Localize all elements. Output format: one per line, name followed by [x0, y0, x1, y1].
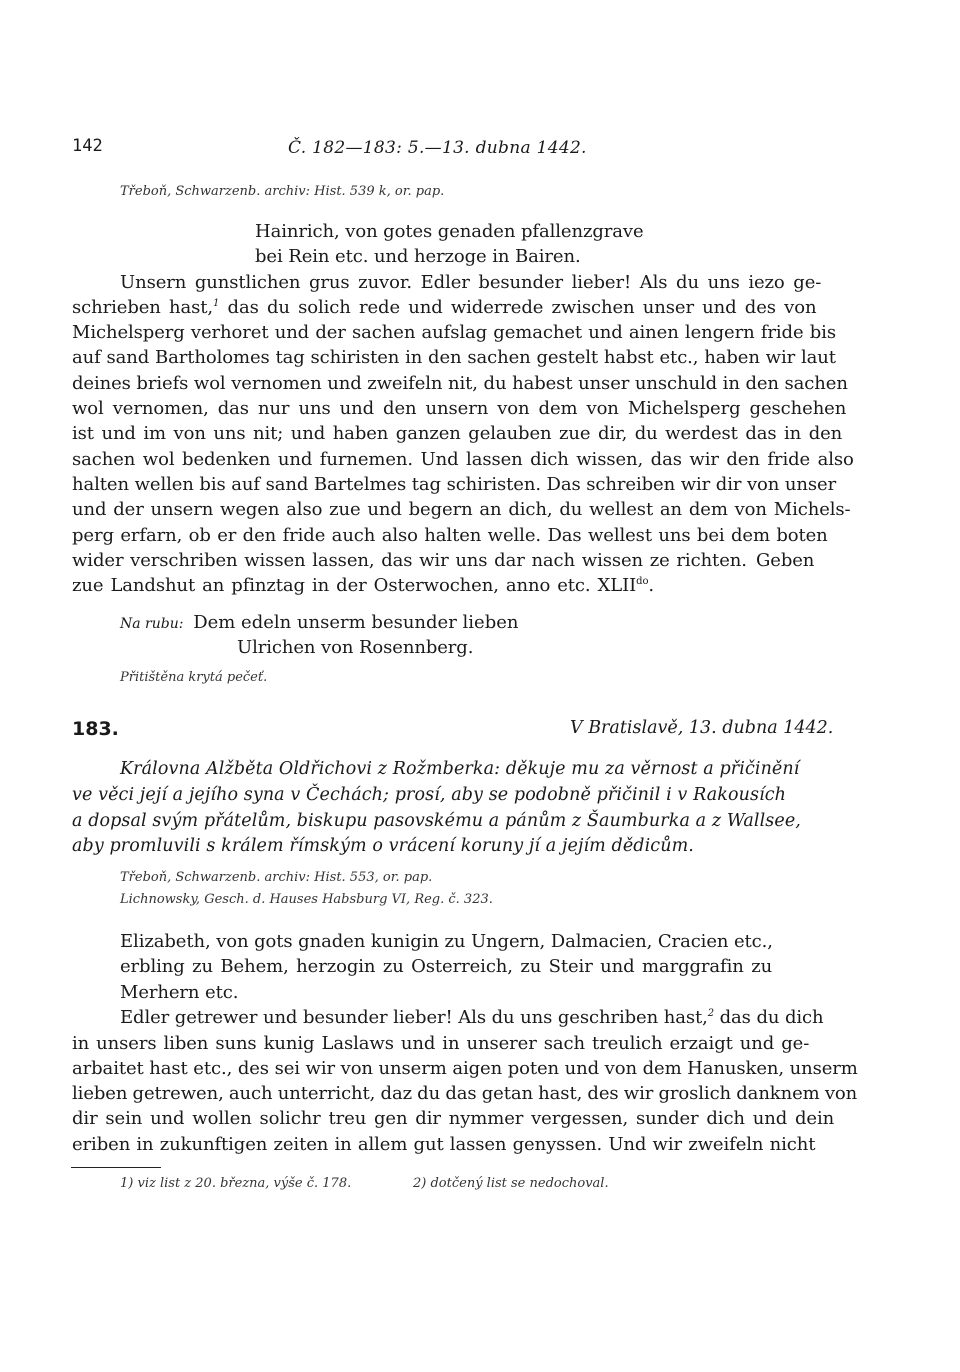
- page-number: 142: [72, 136, 103, 156]
- body-line-182: ist und im von uns nit; und haben ganzen gelauben zue dir, du werdest das in den: [72, 423, 843, 444]
- salutation-line: bei Rein etc. und herzoge in Bairen.: [255, 246, 581, 267]
- seal-note: Přitištěna krytá pečeť.: [120, 670, 268, 685]
- body-line-182: Michelsperg verhoret und der sachen aufslag gemachet und ainen lengern fride bis: [72, 322, 836, 343]
- footnote-marker-1[interactable]: 1: [213, 298, 220, 309]
- regest-line: aby promluvili s králem římským o vrácení koruny jí a jejím dědicům.: [72, 836, 694, 856]
- regest-line: ve věci její a jejího syna v Čechách; prosí, aby se podobně přičinil i v Rakousích: [72, 785, 787, 805]
- body-line-182: halten wellen bis auf sand Bartelmes tag schiristen. Das schreiben wir dir von unser: [72, 474, 837, 495]
- body-line-182: wider verschriben wissen lassen, das wir uns dar nach wissen ze richten.: [72, 550, 747, 571]
- intitulatio-line: Elizabeth, von gots gnaden kunigin zu Ungern, Dalmacien, Cracien etc.,: [120, 931, 773, 952]
- body-line-183: in unsers liben suns kunig Laslaws und in unserer sach treulich erzaigt und ge-: [72, 1033, 810, 1054]
- body-line-182: Geben: [756, 550, 815, 571]
- body-line-182: schrieben hast,$^1$ das du solich rede und widerrede zwischen unser und des von: [72, 297, 817, 318]
- address-label: Na rubu:: [120, 616, 184, 632]
- body-line-182: deines briefs wol vernomen und zweifeln nit, du habest unser unschuld in den sachen: [72, 373, 848, 394]
- source-note-183: Lichnowsky, Gesch. d. Hauses Habsburg VI, Reg. č. 323.: [120, 892, 493, 907]
- body-line-182: auf sand Bartholomes tag schiristen in den sachen gestelt habst etc., haben wir laut: [72, 347, 836, 368]
- source-note-182: Třeboň, Schwarzenb. archiv: Hist. 539 k, or. pap.: [120, 184, 445, 199]
- body-line-182: perg erfarn, ob er den fride auch also halten welle. Das wellest uns bei dem boten: [72, 525, 828, 546]
- footnote-marker-2[interactable]: 2: [707, 1008, 714, 1019]
- body-line-183: eriben in zukunftigen zeiten in allem gut lassen genyssen. Und wir zweifeln nicht: [72, 1134, 816, 1155]
- address-line: Dem edeln unserm besunder lieben: [193, 612, 519, 633]
- body-line-183: lieben getrewen, auch unterricht, daz du das getan hast, des wir groslich danknem von: [72, 1083, 858, 1104]
- body-line-183: dir sein und wollen solichr treu gen dir nymmer vergessen, sunder dich und dein: [72, 1108, 835, 1129]
- source-note-183: Třeboň, Schwarzenb. archiv: Hist. 553, or. pap.: [120, 870, 433, 885]
- intitulatio-line: erbling zu Behem, herzogin zu Osterreich, zu Steir und marggrafin zu: [120, 956, 773, 977]
- place-date-183: V Bratislavě, 13. dubna 1442.: [570, 718, 834, 738]
- address-block: [120, 612, 518, 633]
- body-line-183: Edler getrewer und besunder lieber! Als du uns geschriben hast,$^2$ das du dich: [120, 1007, 824, 1028]
- body-line-182: und der unsern wegen also zue und begern an dich, du wellest an dem von Michels-: [72, 499, 851, 520]
- running-title: Č. 182—183: 5.—13. dubna 1442.: [288, 138, 587, 158]
- document-number-183: 183.: [72, 718, 119, 740]
- salutation-line: Hainrich, von gotes genaden pfallenzgrave: [255, 221, 644, 242]
- body-line-182: wol vernomen, das nur uns und den unsern von dem von Michelsperg geschehen: [72, 398, 847, 419]
- body-line-182: sachen wol bedenken und furnemen. Und lassen dich wissen, das wir den fride also: [72, 449, 854, 470]
- body-line-183: arbaitet hast etc., des sei wir von unserm aigen poten und von dem Hanusken, unserm: [72, 1058, 858, 1079]
- body-line-182: zue Landshut an pfinztag in der Osterwochen, anno etc. $XLII^{do}$.: [72, 575, 654, 596]
- address-line: Ulrichen von Rosennberg.: [237, 637, 474, 658]
- footnote-1: 1) viz list z 20. března, výše č. 178.: [120, 1176, 352, 1191]
- regest-line: Královna Alžběta Oldřichovi z Rožmberka: děkuje mu za věrnost a přičinění: [120, 759, 800, 779]
- regest-line: a dopsal svým přátelům, biskupu pasovskému a pánům z Šaumburka a z Wallsee,: [72, 811, 801, 831]
- footnote-2: 2) dotčený list se nedochoval.: [413, 1176, 609, 1191]
- body-line-182: Unsern gunstlichen grus zuvor. Edler besunder lieber! Als du uns iezo ge-: [120, 272, 822, 293]
- intitulatio-line: Merhern etc.: [120, 982, 239, 1003]
- footnote-divider: [71, 1167, 161, 1168]
